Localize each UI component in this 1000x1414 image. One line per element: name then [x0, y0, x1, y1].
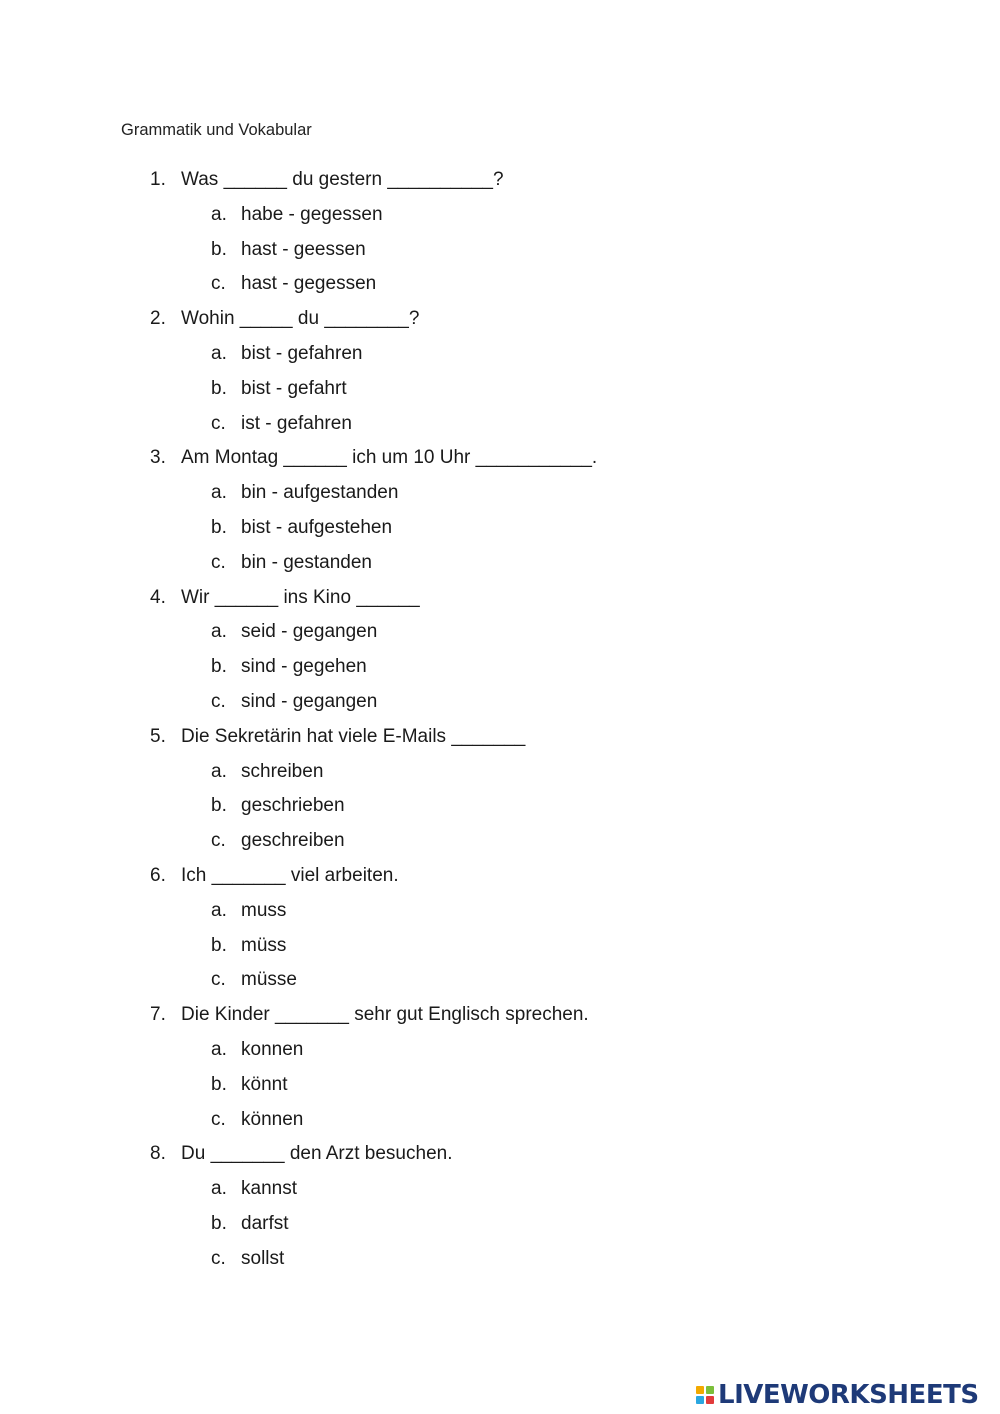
- option-letter: a.: [211, 482, 227, 504]
- question: [150, 725, 525, 749]
- option-text: bin - gestanden: [241, 551, 372, 573]
- option-letter: c.: [211, 273, 226, 295]
- question: [150, 307, 419, 331]
- question-number: 1.: [150, 169, 166, 190]
- page-title: Grammatik und Vokabular: [121, 121, 312, 139]
- option-letter: a.: [211, 1178, 227, 1200]
- option-letter: c.: [211, 1108, 226, 1130]
- option-letter: c.: [211, 691, 226, 712]
- option-text: bin - aufgestanden: [241, 482, 399, 504]
- option-letter: c.: [211, 830, 226, 852]
- option-letter: c.: [211, 969, 226, 991]
- answer-option[interactable]: [211, 1247, 284, 1271]
- question: [150, 864, 399, 888]
- option-text: muss: [241, 899, 287, 921]
- answer-option[interactable]: [211, 377, 347, 401]
- answer-option[interactable]: [211, 899, 286, 923]
- liveworksheets-logo-icon: [696, 1386, 714, 1404]
- question-text: Die Kinder _______ sehr gut Englisch sprechen.: [181, 1004, 589, 1026]
- question-number: 2.: [150, 308, 166, 330]
- option-text: seid - gegangen: [241, 621, 378, 643]
- question-text: Du _______ den Arzt besuchen.: [181, 1143, 453, 1165]
- question-text: Ich _______ viel arbeiten.: [181, 865, 399, 886]
- option-letter: b.: [211, 656, 227, 678]
- option-letter: b.: [211, 517, 227, 538]
- option-letter: b.: [211, 377, 227, 399]
- question-text: Am Montag ______ ich um 10 Uhr ___________.: [181, 447, 598, 469]
- option-letter: b.: [211, 934, 227, 956]
- answer-option[interactable]: [211, 412, 352, 436]
- option-text: hast - gegessen: [241, 273, 377, 295]
- question: [150, 168, 504, 192]
- option-text: sind - gegangen: [241, 691, 378, 712]
- option-text: bist - gefahrt: [241, 377, 347, 399]
- question-text: Was ______ du gestern __________?: [181, 169, 504, 190]
- answer-option[interactable]: [211, 620, 377, 644]
- answer-option[interactable]: [211, 690, 377, 714]
- logo-tile: [696, 1386, 704, 1394]
- question: [150, 1142, 452, 1166]
- option-text: ist - gefahren: [241, 412, 352, 434]
- option-letter: a.: [211, 621, 227, 643]
- option-text: bist - gefahren: [241, 343, 363, 364]
- option-letter: a.: [211, 760, 227, 782]
- option-text: schreiben: [241, 760, 324, 782]
- question-text: Wir ______ ins Kino ______: [181, 586, 420, 608]
- answer-option[interactable]: [211, 272, 376, 296]
- question-text: Wohin _____ du ________?: [181, 308, 420, 330]
- answer-option[interactable]: [211, 342, 362, 366]
- answer-option[interactable]: [211, 760, 323, 784]
- logo-tile: [706, 1386, 714, 1394]
- question-number: 8.: [150, 1143, 166, 1165]
- option-text: sind - gegehen: [241, 656, 367, 678]
- option-letter: c.: [211, 1247, 226, 1269]
- question: [150, 1003, 589, 1027]
- option-text: müss: [241, 934, 287, 956]
- option-letter: a.: [211, 203, 227, 225]
- answer-option[interactable]: [211, 968, 297, 992]
- logo-tile: [706, 1396, 714, 1404]
- option-text: sollst: [241, 1247, 285, 1269]
- option-letter: c.: [211, 412, 226, 434]
- option-text: habe - gegessen: [241, 203, 383, 225]
- answer-option[interactable]: [211, 551, 372, 575]
- option-text: könnt: [241, 1073, 288, 1095]
- option-letter: c.: [211, 551, 226, 573]
- option-text: geschrieben: [241, 795, 345, 817]
- option-letter: a.: [211, 1039, 227, 1060]
- question-number: 3.: [150, 447, 166, 469]
- answer-option[interactable]: [211, 238, 366, 262]
- question: [150, 446, 597, 470]
- option-text: bist - aufgestehen: [241, 517, 393, 538]
- option-letter: b.: [211, 1213, 227, 1234]
- option-text: müsse: [241, 969, 297, 991]
- option-text: hast - geessen: [241, 238, 366, 260]
- option-letter: a.: [211, 899, 227, 921]
- answer-option[interactable]: [211, 1073, 287, 1097]
- logo-tile: [696, 1396, 704, 1404]
- option-text: kannst: [241, 1178, 297, 1200]
- question-number: 4.: [150, 586, 166, 608]
- question-number: 7.: [150, 1004, 166, 1026]
- answer-option[interactable]: [211, 1177, 297, 1201]
- answer-option[interactable]: [211, 516, 392, 540]
- answer-option[interactable]: [211, 794, 345, 818]
- answer-option[interactable]: [211, 1038, 303, 1062]
- logo-text: LIVEWORKSHEETS: [718, 1380, 979, 1410]
- answer-option[interactable]: [211, 481, 398, 505]
- answer-option[interactable]: [211, 829, 345, 853]
- option-text: geschreiben: [241, 830, 345, 852]
- option-letter: a.: [211, 343, 227, 364]
- question: [150, 586, 420, 610]
- option-text: können: [241, 1108, 304, 1130]
- answer-option[interactable]: [211, 934, 286, 958]
- option-letter: b.: [211, 795, 227, 817]
- answer-option[interactable]: [211, 203, 383, 227]
- answer-option[interactable]: [211, 1108, 303, 1132]
- answer-option[interactable]: [211, 1212, 289, 1236]
- option-letter: b.: [211, 238, 227, 260]
- question-number: 5.: [150, 725, 166, 747]
- option-text: darfst: [241, 1213, 289, 1234]
- question-number: 6.: [150, 865, 166, 886]
- question-text: Die Sekretärin hat viele E-Mails _______: [181, 725, 526, 747]
- liveworksheets-logo: [696, 1378, 979, 1412]
- option-letter: b.: [211, 1073, 227, 1095]
- option-text: konnen: [241, 1039, 304, 1060]
- answer-option[interactable]: [211, 655, 367, 679]
